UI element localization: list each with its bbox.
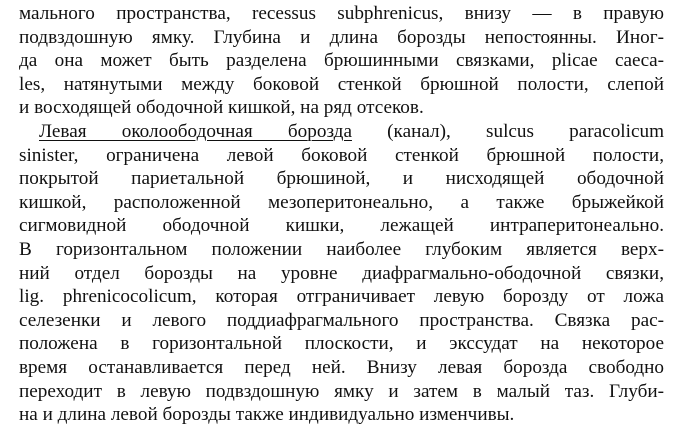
text-line: селезенки и левого поддиафрагмального пространства. Связка рас- bbox=[19, 309, 664, 331]
paragraph-heading-line bbox=[39, 120, 664, 144]
text-line: lig. phrenicocolicum, которая отграничивает левую борозду от ложа bbox=[19, 286, 664, 308]
text-line: sinister, ограничена левой боковой стенкой брюшной полости, bbox=[19, 144, 664, 166]
text-line: переходит в левую подвздошную ямку и затем в малый таз. Глуби- bbox=[19, 380, 664, 402]
text-line: кишкой, расположенной мезоперитонеально, а также брыжейкой bbox=[19, 191, 664, 213]
text-line: ний отдел борозды на уровне диафрагмально-ободочной связки, bbox=[19, 262, 664, 284]
text-line: мального пространства, recessus subphrenicus, внизу — в правую bbox=[19, 3, 664, 24]
text-line: подвздошную ямку. Глубина и длина борозды непостоянны. Иног- bbox=[19, 26, 664, 48]
text-line: время останавливается перед ней. Внизу левая борозда свободно bbox=[19, 357, 664, 378]
text-line: и восходящей ободочной кишкой, на ряд отсеков. bbox=[19, 97, 424, 119]
heading-continuation: (канал), sulcus paracolicum bbox=[351, 121, 664, 142]
text-line: положена в горизонтальной плоскости, и экссудат на некоторое bbox=[19, 333, 664, 355]
text-line: на и длина левой борозды также индивидуально изменчивы. bbox=[19, 404, 515, 426]
text-line: сигмовидной ободочной кишки, лежащей интраперитонеально. bbox=[19, 215, 664, 237]
text-line: покрытой париетальной брюшиной, и нисходящей ободочной bbox=[19, 168, 664, 190]
text-line: да она может быть разделена брюшинными связками, plicae caeca- bbox=[19, 50, 664, 72]
text-line: В горизонтальном положении наиболее глубоким является верх- bbox=[19, 239, 664, 260]
text-line: les, натянутыми между боковой стенкой брюшной полости, слепой bbox=[19, 73, 664, 95]
section-heading: Левая околоободочная борозда bbox=[39, 121, 352, 142]
